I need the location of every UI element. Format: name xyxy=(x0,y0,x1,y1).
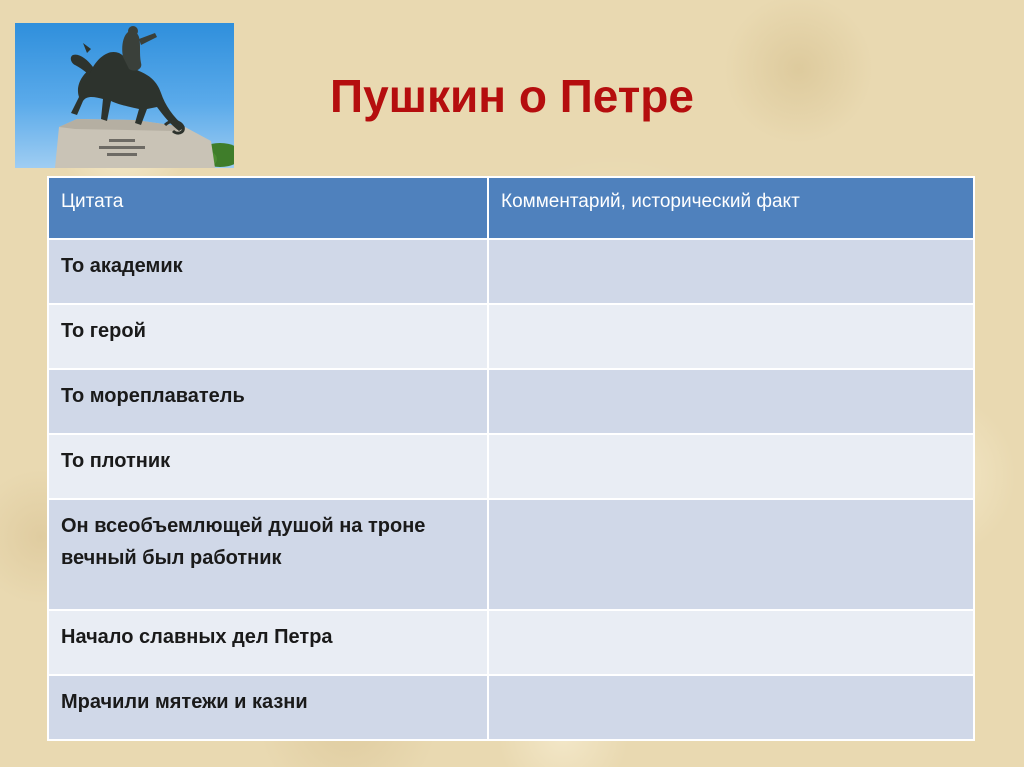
comment-cell[interactable] xyxy=(488,610,974,675)
comment-cell[interactable] xyxy=(488,434,974,499)
table-row xyxy=(48,610,974,675)
table-row xyxy=(48,239,974,304)
quote-cell: То герой xyxy=(48,304,488,369)
comment-cell[interactable] xyxy=(488,499,974,610)
quote-cell: То академик xyxy=(48,239,488,304)
column-header-comment: Комментарий, исторический факт xyxy=(488,177,974,239)
quote-cell: То плотник xyxy=(48,434,488,499)
table-row xyxy=(48,304,974,369)
table-row xyxy=(48,499,974,610)
table-row xyxy=(48,434,974,499)
quote-cell: Мрачили мятежи и казни xyxy=(48,675,488,740)
slide-title: Пушкин о Петре xyxy=(330,70,694,122)
quotes-table xyxy=(47,176,975,741)
table-header-row xyxy=(48,177,974,239)
quote-cell: То мореплаватель xyxy=(48,369,488,434)
comment-cell[interactable] xyxy=(488,304,974,369)
comment-cell[interactable] xyxy=(488,239,974,304)
comment-cell[interactable] xyxy=(488,675,974,740)
column-header-quote: Цитата xyxy=(48,177,488,239)
quote-cell: Начало славных дел Петра xyxy=(48,610,488,675)
comment-cell[interactable] xyxy=(488,369,974,434)
table-row xyxy=(48,675,974,740)
quote-cell: Он всеобъемлющей душой на троне вечный был работник xyxy=(48,499,488,610)
table-row xyxy=(48,369,974,434)
